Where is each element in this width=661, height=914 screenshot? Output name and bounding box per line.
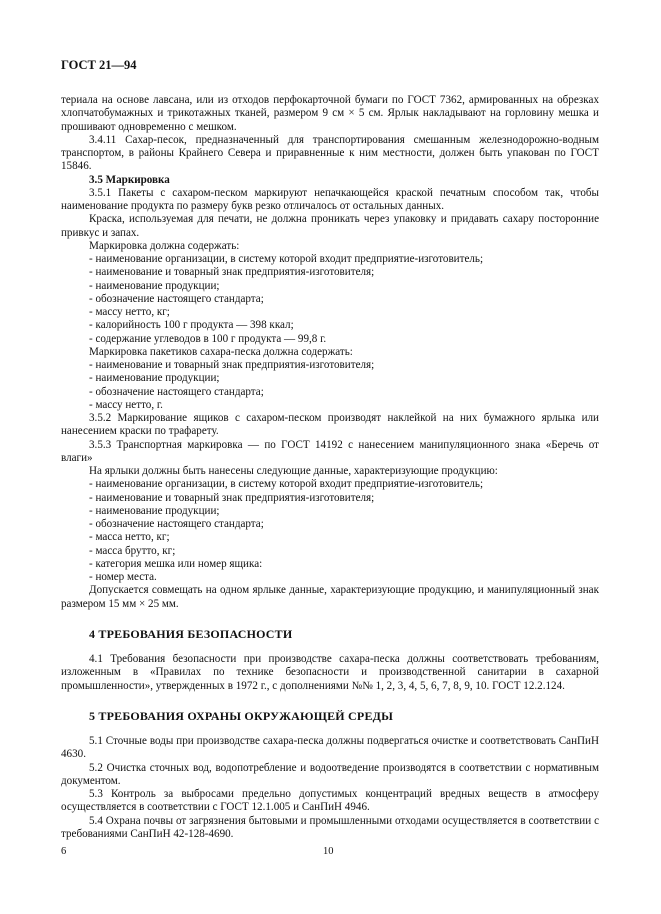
list-item: - обозначение настоящего стандарта; <box>89 292 264 305</box>
paragraph-paint: Краска, используемая для печати, не должна проникать через упаковку и придавать сахару посторонние привкус и запах. <box>61 213 599 239</box>
labels-list <box>61 478 599 584</box>
list-item: - наименование и товарный знак предприятия-изготовителя; <box>89 359 375 371</box>
section-heading-4: 4 ТРЕБОВАНИЯ БЕЗОПАСНОСТИ <box>89 626 293 641</box>
list-item: - обозначение настоящего стандарта; <box>89 385 264 398</box>
paragraph-3-5-1: 3.5.1 Пакеты с сахаром-песком маркируют непачкающейся краской печатным способом так, чтобы наименование продукта по размеру букв резко отличалось от остальных данных. <box>61 186 599 212</box>
list-item: - наименование продукции; <box>89 504 220 517</box>
list-item: - наименование продукции; <box>89 372 220 385</box>
paragraph-5-2: 5.2 Очистка сточных вод, водопотребление и водоотведение производятся в соответствии с нормативным документом. <box>61 761 599 787</box>
page-header: ГОСТ 21—94 <box>61 58 137 72</box>
paragraph-5-1: 5.1 Сточные воды при производстве сахара-песка должны подвергаться очистке и соответствовать СанПиН 4630. <box>61 735 599 761</box>
list-item: - масса брутто, кг; <box>89 544 176 557</box>
paragraph-5-4: 5.4 Охрана почвы от загрязнения бытовыми и промышленными отходами осуществляется в соответствии с требованиями СанПиН 42-128-4690. <box>61 814 599 840</box>
list-item: - масса нетто, кг; <box>89 531 170 544</box>
paragraph-combine: Допускается совмещать на одном ярлыке данные, характеризующие продукцию, и манипуляционный знак размером 15 мм × 25 мм. <box>61 584 599 610</box>
list-item: - категория мешка или номер ящика: <box>89 557 263 570</box>
list-item: - наименование и товарный знак предприятия-изготовителя; <box>89 491 375 504</box>
paragraph-continuation: териала на основе лавсана, или из отходов перфокарточной бумаги по ГОСТ 7362, армированных на обрезках хлопчатобумажных и трикотажных тканей, размером 9 см × 5 см. Ярлык накладывают на горловину мешка и прошивают одновременно с мешком. <box>61 94 599 133</box>
list-item: - наименование продукции; <box>89 279 220 292</box>
page-number-center: 10 <box>323 846 334 857</box>
list-item: - содержание углеводов в 100 г продукта — 99,8 г. <box>89 332 327 345</box>
page-number-left: 6 <box>61 846 67 857</box>
labels-intro: На ярлыки должны быть нанесены следующие данные, характеризующие продукцию: <box>89 465 498 477</box>
list-item: - наименование организации, в систему которой входит предприятие-изготовитель; <box>89 253 484 265</box>
list-item: - массу нетто, г. <box>89 398 163 411</box>
list-item: - калорийность 100 г продукта — 398 ккал; <box>89 319 294 332</box>
document-body <box>61 94 599 841</box>
list-item: - обозначение настоящего стандарта; <box>89 518 264 530</box>
marking-intro: Маркировка должна содержать: <box>89 239 240 252</box>
paragraph-5-3: 5.3 Контроль за выбросами предельно допустимых концентраций вредных веществ в атмосферу осуществляется в соответствии с ГОСТ 12.1.005 и СанПиН 4946. <box>61 788 599 814</box>
section-heading-5: 5 ТРЕБОВАНИЯ ОХРАНЫ ОКРУЖАЮЩЕЙ СРЕДЫ <box>89 708 394 723</box>
packets-marking-list <box>61 359 599 412</box>
list-item: - наименование и товарный знак предприятия-изготовителя; <box>89 266 375 279</box>
list-item: - наименование организации, в систему которой входит предприятие-изготовитель; <box>89 478 484 491</box>
list-item: - номер места. <box>89 571 157 583</box>
list-item: - массу нетто, кг; <box>89 306 170 318</box>
paragraph-3-5-2: 3.5.2 Маркирование ящиков с сахаром-песком производят наклейкой на них бумажного ярлыка или нанесением краски по трафарету. <box>61 412 599 438</box>
paragraph-3-4-11: 3.4.11 Сахар-песок, предназначенный для транспортирования смешанным железнодорожно-водным транспортом, в районы Крайнего Севера и приравненные к ним местности, должен быть упакован по ГОСТ 15846. <box>61 133 599 173</box>
packets-marking-intro: Маркировка пакетиков сахара-песка должна содержать: <box>89 345 353 358</box>
paragraph-3-5-3: 3.5.3 Транспортная маркировка — по ГОСТ 14192 с нанесением манипуляционного знака «Беречь от влаги» <box>61 438 599 464</box>
subsection-heading-3-5: 3.5 Маркировка <box>89 173 170 186</box>
paragraph-4-1: 4.1 Требования безопасности при производстве сахара-песка должны соответствовать требованиям, изложенным в «Правилах по технике безопасности и производственной санитарии в сахарной промышленности», утвержденных в 1972 г., с дополнениями №№ 1, 2, 3, 4, 5, 6, 7, 8, 9, 10. ГОСТ 12.2.124. <box>61 653 599 692</box>
marking-list <box>61 253 599 346</box>
